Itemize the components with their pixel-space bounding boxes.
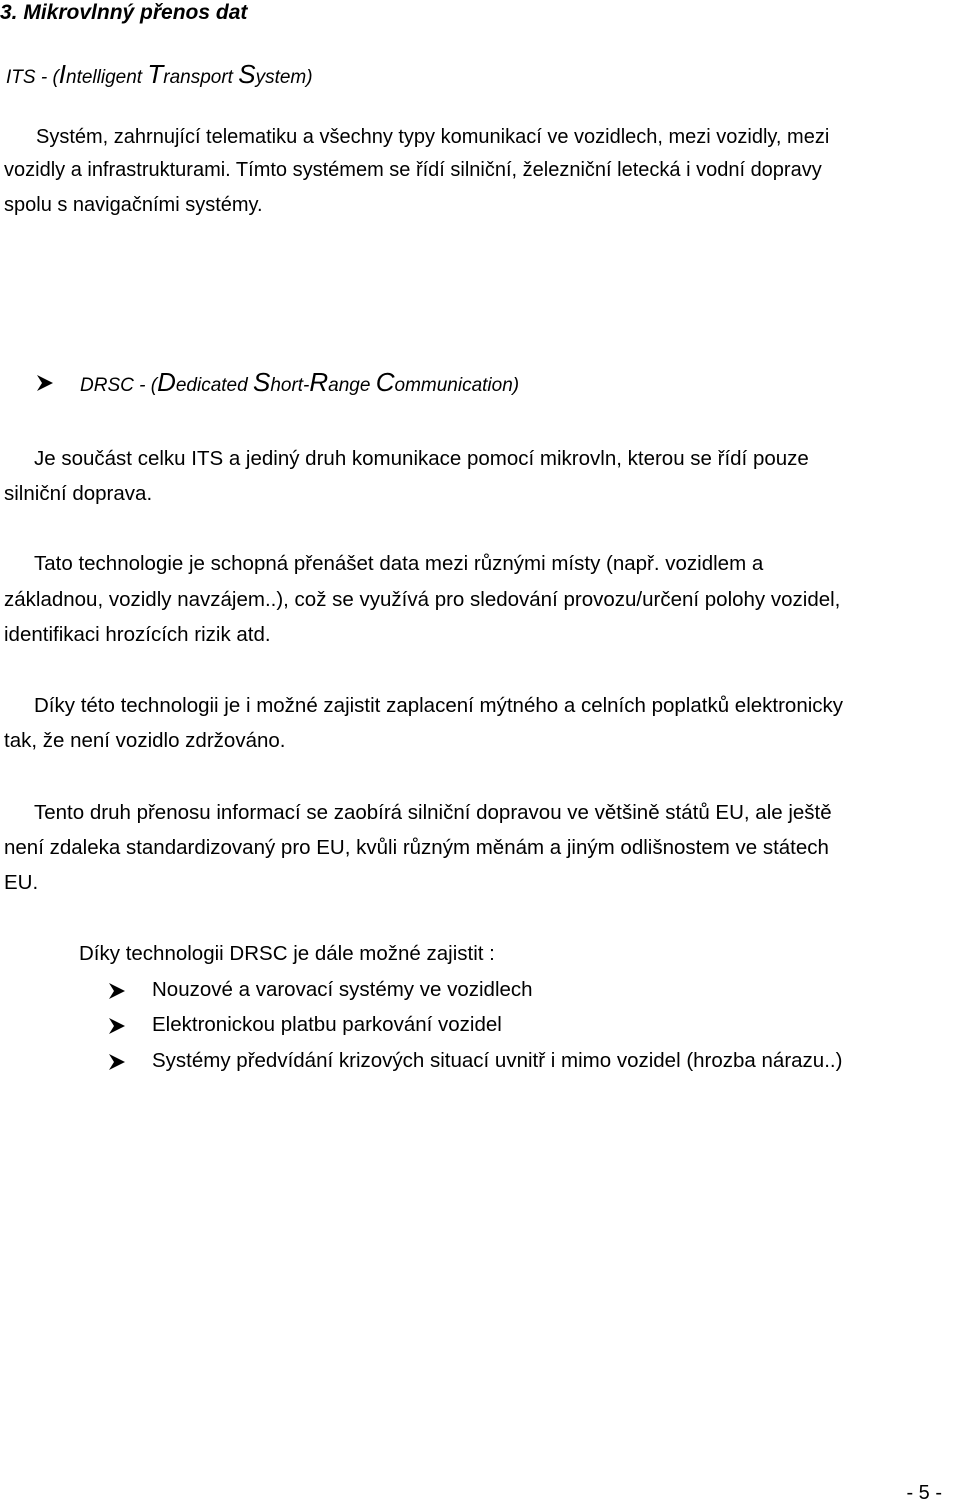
paragraph-line: EU. (4, 871, 39, 894)
paragraph-line: Je součást celku ITS a jediný druh komunikace pomocí mikrovln, kterou se řídí pouze (34, 447, 809, 470)
list-item: Elektronickou platbu parkování vozidel (152, 1013, 502, 1036)
paragraph-line: silniční doprava. (4, 482, 153, 505)
drsc-cap-2: S (252, 367, 271, 397)
arrowhead-bullet-icon (36, 374, 54, 392)
its-cap-2: T (147, 59, 164, 89)
its-cap-3: S (238, 59, 256, 89)
its-text-line: Systém, zahrnující telematiku a všechny typy komunikací ve vozidlech, mezi vozidly, mezi (36, 126, 830, 148)
list-item: Nouzové a varovací systémy ve vozidlech (152, 978, 533, 1001)
paragraph-line: tak, že není vozidlo zdržováno. (4, 729, 286, 752)
drsc-rest-4: ommunication) (394, 375, 520, 396)
its-heading (6, 60, 313, 92)
paragraph-line: základnou, vozidly navzájem..), což se využívá pro sledování provozu/určení polohy vozidel, (4, 588, 841, 611)
its-rest-3: ystem) (255, 67, 313, 88)
drsc-cap-1: D (157, 367, 176, 397)
drsc-prefix: DRSC - ( (80, 375, 158, 396)
drsc-cap-4: C (375, 367, 395, 397)
drsc-cap-3: R (309, 367, 329, 397)
its-rest-1: ntelligent (66, 67, 148, 88)
paragraph-line: Díky této technologii je i možné zajistit zaplacení mýtného a celních poplatků elektronicky (34, 694, 844, 717)
list-intro: Díky technologii DRSC je dále možné zajistit : (79, 942, 495, 965)
drsc-rest-2: hort- (270, 375, 310, 396)
paragraph-line: identifikaci hrozících rizik atd. (4, 623, 271, 646)
its-prefix: ITS - ( (6, 67, 59, 88)
drsc-heading (80, 368, 519, 400)
arrowhead-bullet-icon (108, 1017, 126, 1035)
section-heading: 3. Mikrovlnný přenos dat (0, 1, 248, 24)
arrowhead-bullet-icon (108, 1053, 126, 1071)
paragraph-line: není zdaleka standardizovaný pro EU, kvůli různým měnám a jiným odlišnostem ve státech (4, 836, 829, 859)
paragraph-line: Tato technologie je schopná přenášet data mezi různými místy (např. vozidlem a (34, 552, 764, 575)
its-rest-2: ransport (163, 67, 239, 88)
list-item: Systémy předvídání krizových situací uvnitř i mimo vozidel (hrozba nárazu..) (152, 1049, 843, 1072)
its-text-line: vozidly a infrastrukturami. Tímto systémem se řídí silniční, železniční letecká i vodní dopravy (4, 159, 822, 181)
paragraph-line: Tento druh přenosu informací se zaobírá silniční dopravou ve většině států EU, ale ještě (34, 801, 832, 824)
page-number: - 5 - (906, 1482, 942, 1504)
drsc-rest-1: edicated (175, 375, 253, 396)
its-text-line: spolu s navigačními systémy. (4, 194, 263, 216)
drsc-rest-3: ange (328, 375, 376, 396)
arrowhead-bullet-icon (108, 982, 126, 1000)
its-cap-1: I (58, 59, 67, 89)
